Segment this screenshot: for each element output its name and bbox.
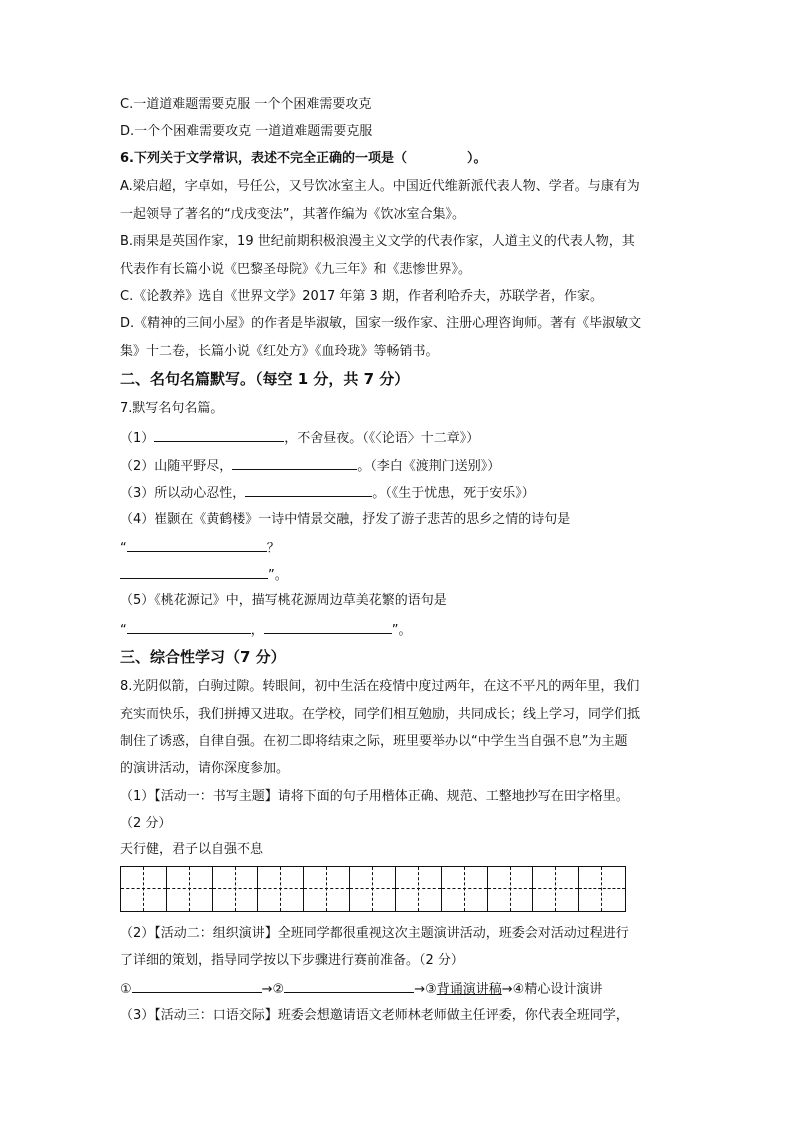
tianzige-cell[interactable]: [488, 867, 534, 911]
q7-item-5-blanks: [120, 620, 412, 640]
step-4-text: →④精心设计演讲: [501, 982, 603, 997]
q5-option-c: C.一道道难题需要克服 一个个困难需要攻克: [120, 97, 372, 112]
cell-guide-vertical: [418, 867, 419, 911]
activity2-steps: [120, 979, 602, 999]
item-text: 。（李白《渡荆门送别》）: [357, 459, 501, 474]
item-text: （3）所以动心忍性，: [120, 486, 246, 501]
comma: ，: [250, 623, 264, 638]
item-text: （2）山随平野尽，: [120, 459, 233, 474]
close-quote: ”。: [391, 623, 412, 638]
tianzige-cell[interactable]: [121, 867, 167, 911]
q7-item-2: [120, 456, 500, 476]
cell-guide-vertical: [235, 867, 236, 911]
open-quote: “: [120, 623, 127, 638]
q5-option-d: D.一个个困难需要攻克 一道道难题需要克服: [120, 124, 373, 139]
tianzige-cell[interactable]: [533, 867, 579, 911]
open-quote: “: [120, 541, 127, 556]
q6-option-a-line1: A.梁启超，字卓如，号任公，又号饮冰室主人。中国近代维新派代表人物、学者。与康有为: [120, 179, 640, 194]
q6-option-a-line2: 一起领导了著名的“戊戌变法”，其著作编为《饮冰室合集》。: [120, 207, 465, 222]
q8-para-line2: 充实而快乐，我们拼搏又进取。在学校，同学们相互勉励，共同成长；线上学习，同学们抵: [120, 707, 641, 722]
q6-option-b-line2: 代表作有长篇小说《巴黎圣母院》《九三年》和《悲惨世界》。: [120, 262, 472, 277]
cell-guide-vertical: [143, 867, 144, 911]
item-text: 。（《生于忧患，死于安乐》）: [372, 486, 535, 501]
tianzige-cell[interactable]: [442, 867, 488, 911]
activity1-line1: （1）【活动一：书写主题】请将下面的句子用楷体正确、规范、工整地抄写在田字格里。: [120, 789, 629, 804]
fill-blank[interactable]: [132, 979, 262, 993]
q8-para-line4: 的演讲活动，请你深度参加。: [120, 761, 290, 776]
tianzige-cell[interactable]: [304, 867, 350, 911]
q7-item-5: （5）《桃花源记》中，描写桃花源周边草美花繁的语句是: [120, 593, 447, 608]
fill-blank[interactable]: [264, 620, 392, 634]
fill-blank[interactable]: [127, 538, 267, 552]
q6-option-c: C.《论教养》选自《世界文学》2017 年第 3 期，作者利哈乔夫，苏联学者，作家。: [120, 289, 603, 304]
q6-option-d-line2: 集》十二卷，长篇小说《红处方》《血玲珑》等畅销书。: [120, 344, 439, 359]
activity2-line1: （2）【活动二：组织演讲】全班同学都很重视这次主题演讲活动，班委会对活动过程进行: [120, 926, 629, 941]
activity3-line1: （3）【活动三：口语交际】班委会想邀请语文老师林老师做主任评委，你代表全班同学，: [120, 1008, 629, 1023]
q7-item-4-blank2: [120, 565, 288, 585]
fill-blank[interactable]: [127, 620, 251, 634]
item-number: （1）: [120, 431, 155, 446]
tianzige-cell[interactable]: [579, 867, 625, 911]
q7-stem: 7.默写名句名篇。: [120, 401, 224, 416]
q6-option-b-line1: B.雨果是英国作家，19 世纪前期积极浪漫主义文学的代表作家，人道主义的代表人物，其: [120, 234, 635, 249]
q6-stem-text: 6.下列关于文学常识，表述不完全正确的一项是（: [120, 151, 407, 166]
tianzige-grid[interactable]: [120, 866, 626, 912]
fill-blank[interactable]: [232, 456, 357, 470]
cell-guide-vertical: [601, 867, 602, 911]
item-text: ，不舍昼夜。（《〈论语〉十二章》）: [284, 431, 480, 446]
q8-para-line3: 制住了诱惑，自律自强。在初二即将结束之际，班里要举办以“中学生当自强不息”为主题: [120, 734, 628, 749]
fill-blank[interactable]: [120, 565, 268, 579]
cell-guide-vertical: [280, 867, 281, 911]
section3-heading: 三、综合性学习（7 分）: [120, 648, 286, 666]
step-3-text: 背诵演讲稿: [436, 982, 502, 997]
q7-item-4-blank1: [120, 538, 280, 558]
activity2-line2: 了详细的策划，指导同学按以下步骤进行赛前准备。（2 分）: [120, 953, 464, 968]
cell-guide-vertical: [189, 867, 190, 911]
fill-blank[interactable]: [245, 483, 372, 497]
q6-stem-end: ）。: [466, 151, 487, 166]
step-3-label: →③: [414, 982, 437, 997]
cell-guide-vertical: [326, 867, 327, 911]
tianzige-cell[interactable]: [167, 867, 213, 911]
fill-blank[interactable]: [284, 979, 414, 993]
copy-sentence: 天行健，君子以自强不息: [120, 842, 264, 857]
q7-item-3: [120, 483, 535, 503]
question-mark: ？: [266, 541, 280, 556]
q7-item-4: （4）崔颢在《黄鹤楼》一诗中情景交融，抒发了游子悲苦的思乡之情的诗句是: [120, 512, 571, 527]
cell-guide-vertical: [464, 867, 465, 911]
step-1-label: ①: [120, 982, 132, 997]
step-2-label: →②: [261, 982, 285, 997]
q6-stem: [120, 150, 487, 168]
tianzige-cell[interactable]: [258, 867, 304, 911]
cell-guide-vertical: [510, 867, 511, 911]
close-quote: ”。: [268, 568, 288, 583]
q6-option-d-line1: D.《精神的三间小屋》的作者是毕淑敏，国家一级作家、注册心理咨询师。著有《毕淑敏文: [120, 316, 642, 331]
tianzige-cell[interactable]: [396, 867, 442, 911]
cell-guide-vertical: [372, 867, 373, 911]
fill-blank[interactable]: [154, 428, 284, 442]
q8-para-line1: 8.光阴似箭，白驹过隙。转眼间，初中生活在疫情中度过两年，在这不平凡的两年里，我们: [120, 679, 640, 694]
tianzige-cell[interactable]: [213, 867, 259, 911]
section2-heading: 二、名句名篇默写。（每空 1 分，共 7 分）: [120, 370, 410, 388]
tianzige-cell[interactable]: [350, 867, 396, 911]
activity1-line2: （2 分）: [120, 816, 172, 831]
cell-guide-vertical: [555, 867, 556, 911]
q7-item-1: [120, 428, 479, 448]
